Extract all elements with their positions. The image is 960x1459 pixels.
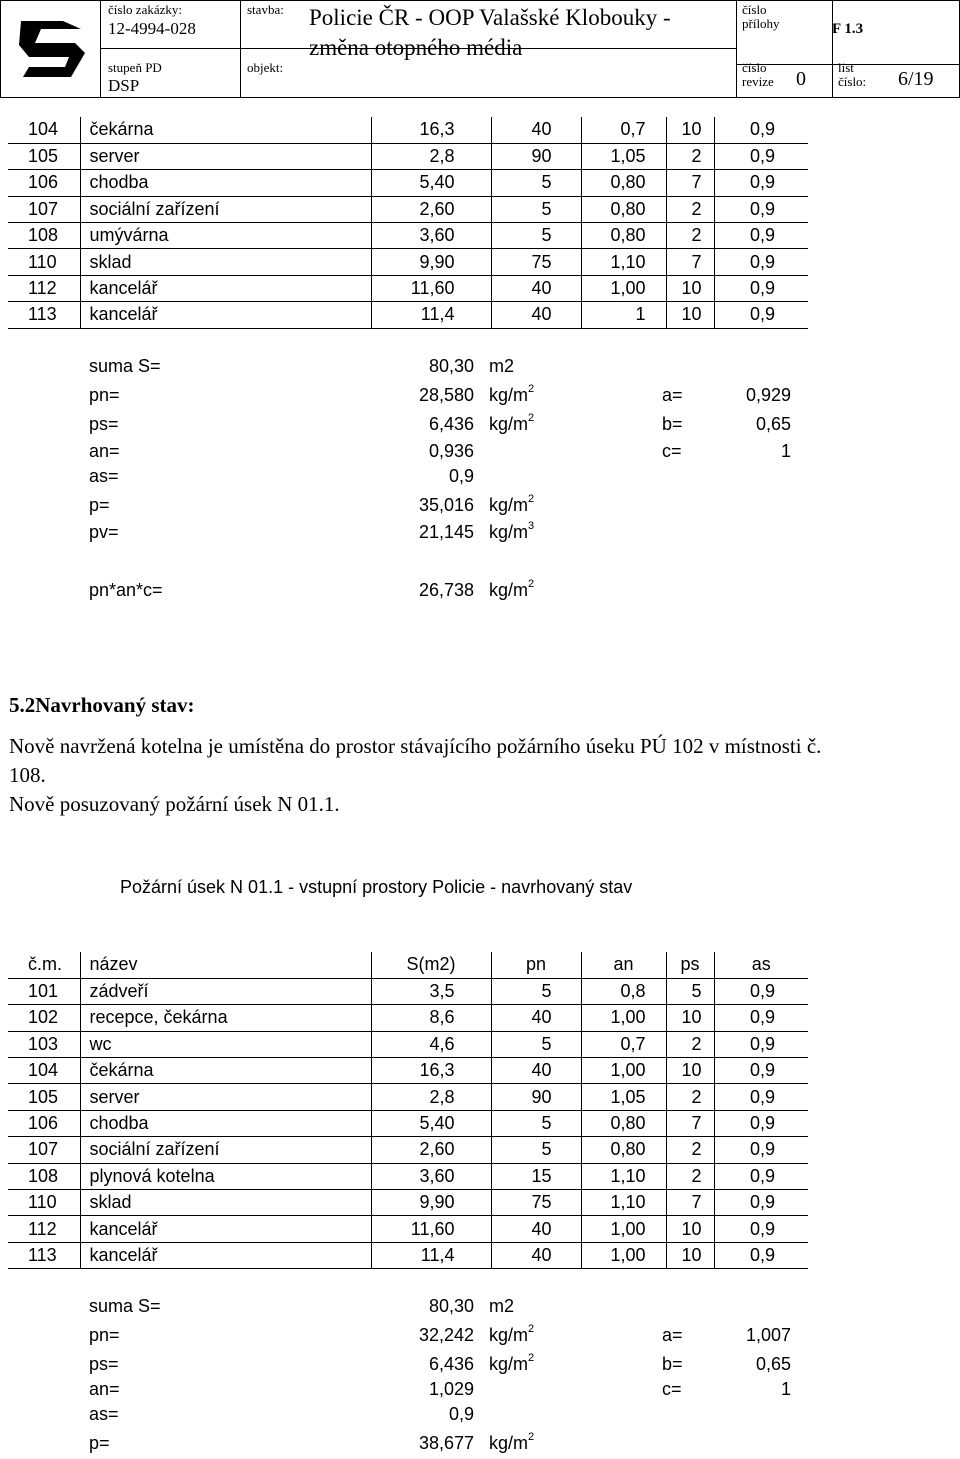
table-cell: 112 [8,275,80,301]
table-row [8,1031,808,1057]
coefficient-value: 1 [780,441,791,461]
table-cell: 0,9 [714,1242,808,1268]
table-row [8,1110,808,1136]
table-header-row [8,952,808,978]
table-cell: 11,4 [371,302,491,328]
table-cell: 107 [8,1137,80,1163]
table-cell: 2 [666,196,714,222]
table-cell: 3,60 [371,1163,491,1189]
table-cell: 16,3 [371,1058,491,1084]
column-header: pn [491,952,581,978]
paragraph-line3: Nově posuzovaný požární úsek N 01.1. [9,792,340,816]
table-cell: 104 [8,1058,80,1084]
summary-name: ps= [89,1354,119,1374]
table-cell: 0,9 [714,1005,808,1031]
construction-title-line1: Policie ČR - OOP Valašské Klobouky - [309,5,671,30]
table-cell: 0,9 [714,1216,808,1242]
column-header: S(m2) [371,952,491,978]
table-cell: 5 [666,978,714,1004]
summary-name: ps= [89,414,119,434]
table-cell: 103 [8,1031,80,1057]
rooms-table-proposed [8,952,808,1269]
order-label: číslo zakázky: [108,2,182,17]
attachment-label-line1: číslo [742,2,767,17]
table-cell: 0,9 [714,302,808,328]
table-cell: 0,7 [581,1031,666,1057]
attachment-value: F 1.3 [832,21,864,37]
table-cell: 7 [666,249,714,275]
table-cell: 90 [491,143,581,169]
table-cell: 3,60 [371,223,491,249]
summary-unit: $kg/m^2$ [489,1323,535,1345]
table-cell: 5 [491,1137,581,1163]
stage-label: stupeň PD [108,60,162,75]
summary-row [0,414,960,440]
summary-unit: m2 [489,356,515,376]
summary-unit: $kg/m^3$ [489,520,535,542]
summary-value: 32,242 [418,1325,474,1345]
table-cell: 107 [8,196,80,222]
table-cell: 1,00 [581,1242,666,1268]
table-row [8,1216,808,1242]
coefficient-value: 0,929 [745,385,791,405]
summary-unit: $kg/m^2$ [489,412,535,434]
column-header: č.m. [8,952,80,978]
table-row [8,275,808,301]
table-cell: 0,8 [581,978,666,1004]
table-cell: kancelář [80,302,371,328]
coefficient-value: 1 [780,1379,791,1399]
summary-name: pn= [89,385,120,405]
revision-label-line1: číslo [742,60,767,75]
table-cell: 2 [666,143,714,169]
table-cell: 0,80 [581,1110,666,1136]
table-cell: 0,7 [581,117,666,143]
table-row [8,196,808,222]
table-cell: 40 [491,1058,581,1084]
table-cell: kancelář [80,1216,371,1242]
table-cell: kancelář [80,1242,371,1268]
order-value: 12-4994-028 [108,19,196,38]
table-row [8,170,808,196]
table-cell: sociální zařízení [80,196,371,222]
summary-row [0,1325,960,1351]
result-value: 26,738 [418,580,474,600]
table-cell: 0,9 [714,143,808,169]
table-cell: 10 [666,1058,714,1084]
summary-name: p= [89,495,110,515]
object-label: objekt: [247,60,284,75]
table-cell: 1,00 [581,275,666,301]
coefficient-value: 1,007 [745,1325,791,1345]
summary-value: 80,30 [428,1296,474,1316]
table-cell: 10 [666,1242,714,1268]
summary-name: p= [89,1433,110,1453]
company-logo-icon [1,1,102,99]
coefficient-name: c= [662,441,682,461]
summary-unit: $kg/m^2$ [489,493,535,515]
stage-value: DSP [108,76,140,95]
table-cell: 2,8 [371,143,491,169]
summary-row [0,466,960,492]
table-cell: 9,90 [371,249,491,275]
summary-name: as= [89,1404,119,1424]
summary-row [0,1296,960,1322]
summary-value: 28,580 [418,385,474,405]
coefficient-value: 0,65 [755,1354,791,1374]
table-cell: 10 [666,1005,714,1031]
table-cell: 106 [8,1110,80,1136]
table-cell: 108 [8,1163,80,1189]
logo-cell [0,0,101,98]
result-name: pn*an*c= [89,580,163,600]
summary-name: suma S= [89,1296,161,1316]
table-cell: 1,10 [581,249,666,275]
table-cell: 0,80 [581,196,666,222]
table-row [8,302,808,328]
table-cell: 40 [491,1242,581,1268]
construction-label: stavba: [247,2,284,17]
table-row [8,1005,808,1031]
table-row [8,1163,808,1189]
summary-unit: $kg/m^2$ [489,1431,535,1453]
sheet-value: 6/19 [898,68,934,90]
summary-unit: $kg/m^2$ [489,383,535,405]
table-cell: 5 [491,223,581,249]
table-cell: 1,10 [581,1190,666,1216]
table-cell: 10 [666,1216,714,1242]
table-cell: sklad [80,249,371,275]
table-cell: 7 [666,1110,714,1136]
table-cell: 10 [666,117,714,143]
result-row [0,580,960,606]
table-cell: 2,60 [371,196,491,222]
table-cell: 102 [8,1005,80,1031]
summary-row [0,522,960,548]
summary-unit: m2 [489,1296,515,1316]
table-cell: server [80,1084,371,1110]
summary-row [0,1379,960,1405]
revision-label-line2: revize [742,74,774,89]
table-cell: 2 [666,1084,714,1110]
summary-name: an= [89,441,120,461]
table-cell: 1,00 [581,1216,666,1242]
table-cell: 5 [491,1110,581,1136]
summary-value: 21,145 [418,522,474,542]
column-header: as [714,952,808,978]
table-row [8,978,808,1004]
table-cell: zádveří [80,978,371,1004]
table-cell: 4,6 [371,1031,491,1057]
table-cell: recepce, čekárna [80,1005,371,1031]
coefficient-name: c= [662,1379,682,1399]
table-cell: 5 [491,1031,581,1057]
section-heading: 5.2Navrhovaný stav: [9,693,195,717]
table-cell: 113 [8,1242,80,1268]
summary-row [0,385,960,411]
summary-row [0,1433,960,1459]
table-row [8,1058,808,1084]
summary-name: pn= [89,1325,120,1345]
summary-row [0,1354,960,1380]
table-cell: umývárna [80,223,371,249]
table-cell: 15 [491,1163,581,1189]
table-cell: 0,9 [714,1084,808,1110]
table-row [8,223,808,249]
column-header: ps [666,952,714,978]
attachment-label-line2: přílohy [742,16,780,31]
table-cell: chodba [80,170,371,196]
column-header: an [581,952,666,978]
summary-row [0,1404,960,1430]
table-cell: 5,40 [371,170,491,196]
summary-name: as= [89,466,119,486]
column-header: název [80,952,371,978]
table-cell: 104 [8,117,80,143]
table-cell: 40 [491,275,581,301]
table-cell: 0,9 [714,978,808,1004]
table-cell: 2,8 [371,1084,491,1110]
table-cell: 1,10 [581,1163,666,1189]
table-cell: 0,9 [714,1058,808,1084]
table-cell: 101 [8,978,80,1004]
table-cell: 1,05 [581,1084,666,1110]
table-cell: 5 [491,170,581,196]
table-cell: 40 [491,302,581,328]
coefficient-name: b= [662,1354,683,1374]
table-cell: 0,9 [714,1031,808,1057]
table-cell: 8,6 [371,1005,491,1031]
table-cell: 5 [491,978,581,1004]
table-cell: 2,60 [371,1137,491,1163]
table-cell: server [80,143,371,169]
table-cell: 0,9 [714,1163,808,1189]
table-cell: 5 [491,196,581,222]
coefficient-name: a= [662,1325,683,1345]
table-cell: 0,9 [714,1190,808,1216]
table-cell: 75 [491,1190,581,1216]
summary-value: 6,436 [428,1354,474,1374]
summary-name: an= [89,1379,120,1399]
table-cell: 1 [581,302,666,328]
table-cell: 3,5 [371,978,491,1004]
coefficient-name: b= [662,414,683,434]
table-row [8,143,808,169]
paragraph-line2: 108. [9,763,46,787]
summary-value: 35,016 [418,495,474,515]
sheet-label-line1: list [838,60,854,75]
sheet-label-line2: číslo: [838,74,867,89]
table-cell: 106 [8,170,80,196]
table-row [8,249,808,275]
summary-row [0,441,960,467]
table-cell: 1,00 [581,1005,666,1031]
table-cell: 0,80 [581,170,666,196]
table-cell: čekárna [80,1058,371,1084]
table-cell: 16,3 [371,117,491,143]
table-row [8,1084,808,1110]
summary-value: 0,9 [448,1404,474,1424]
table-cell: 0,9 [714,1110,808,1136]
table-cell: 11,4 [371,1242,491,1268]
table-cell: 90 [491,1084,581,1110]
table-cell: wc [80,1031,371,1057]
table-cell: 40 [491,1005,581,1031]
table-cell: 105 [8,143,80,169]
summary-value: 0,936 [428,441,474,461]
table-cell: 10 [666,275,714,301]
table-cell: 2 [666,1031,714,1057]
coefficient-value: 0,65 [755,414,791,434]
table-cell: 113 [8,302,80,328]
table-cell: 75 [491,249,581,275]
table-cell: 0,9 [714,223,808,249]
table-row [8,1137,808,1163]
table-cell: 108 [8,223,80,249]
table-cell: 0,9 [714,196,808,222]
table-row [8,1242,808,1268]
summary-value: 0,9 [448,466,474,486]
table-cell: 2 [666,1163,714,1189]
table-cell: sociální zařízení [80,1137,371,1163]
table-cell: 11,60 [371,1216,491,1242]
result-unit: $kg/m^2$ [489,578,535,600]
table-cell: 105 [8,1084,80,1110]
summary-value: 6,436 [428,414,474,434]
table-cell: 0,9 [714,117,808,143]
table-cell: 2 [666,1137,714,1163]
table-cell: kancelář [80,275,371,301]
table-cell: 112 [8,1216,80,1242]
table-cell: čekárna [80,117,371,143]
table-cell: 7 [666,170,714,196]
table-cell: 0,9 [714,249,808,275]
summary-value: 1,029 [428,1379,474,1399]
table-cell: 10 [666,302,714,328]
table-cell: 0,9 [714,275,808,301]
table-cell: 40 [491,117,581,143]
summary-name: suma S= [89,356,161,376]
paragraph-line1: Nově navržená kotelna je umístěna do prostor stávajícího požárního úseku PÚ 102 v místnosti č. [9,734,822,758]
rooms-table-existing [8,117,808,329]
table-cell: 7 [666,1190,714,1216]
table-cell: 110 [8,1190,80,1216]
table-cell: 110 [8,249,80,275]
summary-value: 38,677 [418,1433,474,1453]
table-cell: 1,00 [581,1058,666,1084]
table-row [8,117,808,143]
table-cell: 9,90 [371,1190,491,1216]
table-cell: 0,80 [581,1137,666,1163]
table-cell: 40 [491,1216,581,1242]
table-cell: plynová kotelna [80,1163,371,1189]
table-cell: 0,9 [714,1137,808,1163]
coefficient-name: a= [662,385,683,405]
revision-value: 0 [796,68,806,90]
table-cell: 2 [666,223,714,249]
table-cell: chodba [80,1110,371,1136]
summary-row [0,495,960,521]
table-cell: 0,9 [714,170,808,196]
summary-value: 80,30 [428,356,474,376]
table-caption: Požární úsek N 01.1 - vstupní prostory Policie - navrhovaný stav [120,877,633,897]
table-cell: sklad [80,1190,371,1216]
summary-name: pv= [89,522,119,542]
table-row [8,1190,808,1216]
summary-row [0,356,960,382]
summary-unit: $kg/m^2$ [489,1352,535,1374]
table-cell: 11,60 [371,275,491,301]
table-cell: 5,40 [371,1110,491,1136]
title-block [0,0,960,98]
construction-title-line2: změna otopného média [309,35,523,60]
table-cell: 0,80 [581,223,666,249]
table-cell: 1,05 [581,143,666,169]
